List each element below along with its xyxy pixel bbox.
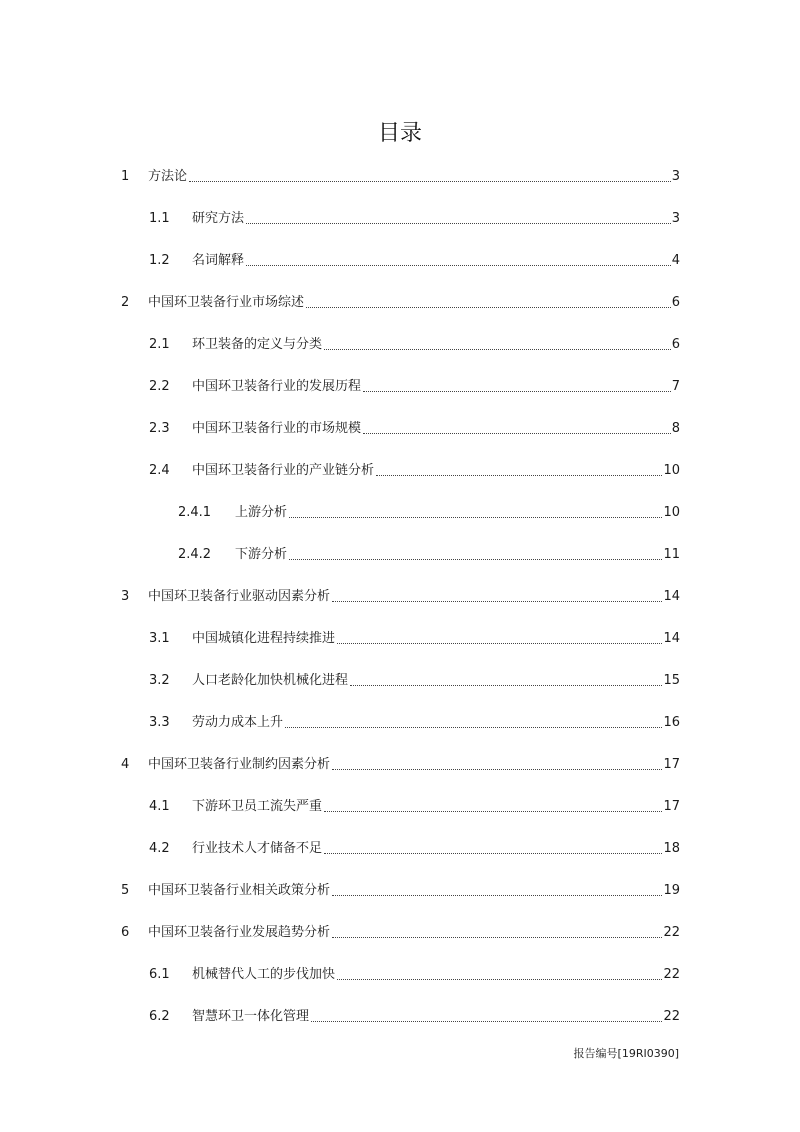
toc-entry[interactable]	[121, 913, 680, 953]
dot-leader	[311, 997, 662, 1037]
toc-entry[interactable]	[121, 745, 680, 785]
dot-leader	[332, 913, 662, 953]
dot-leader	[324, 787, 662, 827]
dot-leader	[285, 703, 662, 743]
toc-entry-page-number: 11	[663, 547, 680, 562]
toc-entry-number: 3.2	[149, 673, 170, 688]
toc-entry-title: 中国环卫装备行业的产业链分析	[192, 463, 375, 478]
toc-entry-title: 机械替代人工的步伐加快	[192, 967, 336, 982]
toc-entry-page-number: 15	[663, 673, 680, 688]
toc-entry-number: 2.4	[149, 463, 170, 478]
dot-leader	[376, 451, 662, 491]
toc-entry-title: 中国城镇化进程持续推进	[192, 631, 336, 646]
toc-entry-title: 中国环卫装备行业发展趋势分析	[148, 925, 331, 940]
page-title: 目录	[377, 121, 422, 146]
dot-leader	[363, 409, 671, 449]
toc-entry-page-number: 3	[671, 211, 680, 226]
toc-entry-number: 6.2	[149, 1009, 170, 1024]
toc-entry-page-number: 6	[671, 337, 680, 352]
toc-entry-page-number: 22	[663, 925, 680, 940]
dot-leader	[332, 745, 662, 785]
toc-entry-title: 下游分析	[235, 547, 288, 562]
dot-leader	[350, 661, 662, 701]
toc-entry-title: 智慧环卫一体化管理	[192, 1009, 310, 1024]
toc-entry-number: 2.1	[149, 337, 170, 352]
toc-entry-page-number: 14	[663, 589, 680, 604]
toc-entry-number: 4.2	[149, 841, 170, 856]
toc-entry-page-number: 18	[663, 841, 680, 856]
dot-leader	[289, 493, 662, 533]
toc-entry-number: 2.2	[149, 379, 170, 394]
toc-entry-number: 3.1	[149, 631, 170, 646]
toc-entry-page-number: 19	[663, 883, 680, 898]
toc-entry-number: 1.2	[149, 253, 170, 268]
toc-entry-number: 2	[121, 295, 130, 310]
toc-entry-title: 中国环卫装备行业的市场规模	[192, 421, 362, 436]
toc-entry-page-number: 3	[671, 169, 680, 184]
dot-leader	[324, 829, 662, 869]
toc-entry[interactable]	[149, 619, 680, 659]
toc-entry-title: 环卫装备的定义与分类	[192, 337, 323, 352]
toc-entry-page-number: 7	[671, 379, 680, 394]
toc-entry-page-number: 17	[663, 757, 680, 772]
toc-entry-number: 4.1	[149, 799, 170, 814]
toc-entry[interactable]	[121, 157, 680, 197]
toc-entry[interactable]	[149, 955, 680, 995]
toc-entry-page-number: 4	[671, 253, 680, 268]
dot-leader	[189, 157, 671, 197]
toc-entry[interactable]	[149, 829, 680, 869]
toc-entry-page-number: 22	[663, 1009, 680, 1024]
report-code: 报告编号[19RI0390]	[573, 1047, 679, 1060]
dot-leader	[337, 619, 662, 659]
toc-entry-page-number: 17	[663, 799, 680, 814]
toc-entry[interactable]	[149, 409, 680, 449]
toc-entry-number: 2.3	[149, 421, 170, 436]
toc-entry-title: 上游分析	[235, 505, 288, 520]
toc-entry-number: 1.1	[149, 211, 170, 226]
dot-leader	[306, 283, 671, 323]
toc-entry-title: 方法论	[148, 169, 188, 184]
toc-entry-page-number: 16	[663, 715, 680, 730]
toc-entry-number: 3.3	[149, 715, 170, 730]
toc-entry-number: 5	[121, 883, 130, 898]
dot-leader	[324, 325, 671, 365]
toc-entry-title: 名词解释	[192, 253, 245, 268]
toc-entry-title: 中国环卫装备行业驱动因素分析	[148, 589, 331, 604]
dot-leader	[246, 199, 671, 239]
toc-entry-number: 2.4.2	[178, 547, 212, 562]
toc-entry[interactable]	[149, 997, 680, 1037]
toc-entry-title: 劳动力成本上升	[192, 715, 284, 730]
toc-entry-number: 1	[121, 169, 130, 184]
toc-entry[interactable]	[178, 535, 680, 575]
toc-entry-title: 下游环卫员工流失严重	[192, 799, 323, 814]
toc-entry[interactable]	[149, 661, 680, 701]
toc-entry[interactable]	[149, 703, 680, 743]
toc-entry-page-number: 10	[663, 505, 680, 520]
dot-leader	[332, 577, 662, 617]
toc-entry-title: 人口老龄化加快机械化进程	[192, 673, 349, 688]
dot-leader	[337, 955, 662, 995]
toc-entry-title: 中国环卫装备行业的发展历程	[192, 379, 362, 394]
toc-entry-page-number: 10	[663, 463, 680, 478]
toc-entry-number: 3	[121, 589, 130, 604]
toc-entry-title: 中国环卫装备行业制约因素分析	[148, 757, 331, 772]
dot-leader	[363, 367, 671, 407]
dot-leader	[332, 871, 662, 911]
toc-entry-page-number: 6	[671, 295, 680, 310]
toc-entry-title: 中国环卫装备行业相关政策分析	[148, 883, 331, 898]
toc-entry-number: 2.4.1	[178, 505, 212, 520]
toc-entry-page-number: 8	[671, 421, 680, 436]
toc-entry-number: 4	[121, 757, 130, 772]
toc-entry[interactable]	[149, 451, 680, 491]
dot-leader	[246, 241, 671, 281]
toc-entry[interactable]	[149, 367, 680, 407]
toc-entry[interactable]	[149, 199, 680, 239]
dot-leader	[289, 535, 662, 575]
toc-entry-number: 6	[121, 925, 130, 940]
toc-entry-title: 行业技术人才储备不足	[192, 841, 323, 856]
toc-entry-page-number: 22	[663, 967, 680, 982]
toc-entry[interactable]	[178, 493, 680, 533]
toc-entry-title: 中国环卫装备行业市场综述	[148, 295, 305, 310]
toc-entry-title: 研究方法	[192, 211, 245, 226]
toc-entry-number: 6.1	[149, 967, 170, 982]
toc-entry[interactable]	[149, 241, 680, 281]
toc-entry-page-number: 14	[663, 631, 680, 646]
toc-entry[interactable]	[149, 325, 680, 365]
toc-entry[interactable]	[149, 787, 680, 827]
toc-entry[interactable]	[121, 871, 680, 911]
toc-entry[interactable]	[121, 283, 680, 323]
toc-entry[interactable]	[121, 577, 680, 617]
